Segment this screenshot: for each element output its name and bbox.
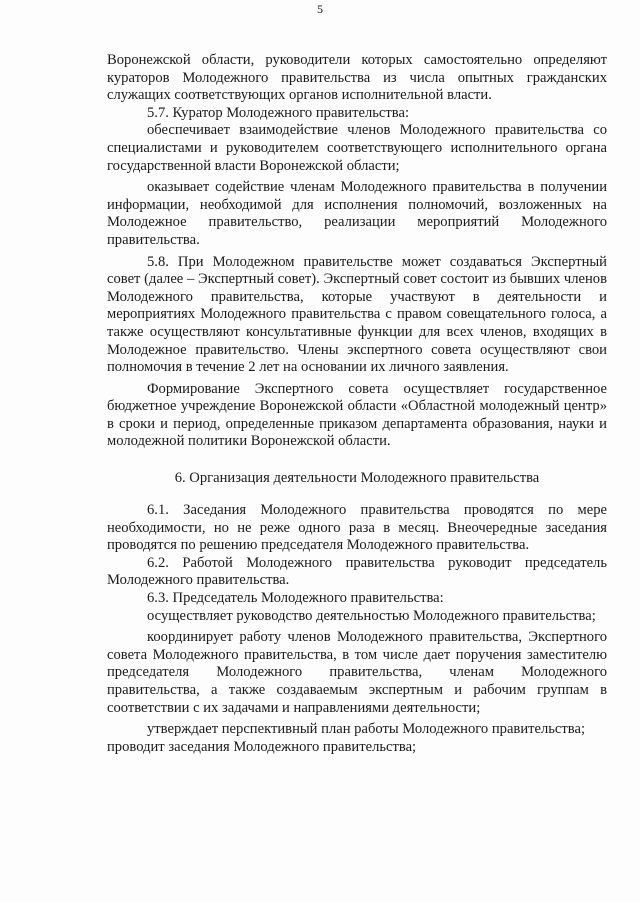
paragraph-6-2-leadership: 6.2. Работой Молодежного правительства руководит председатель Молодежного правительства. <box>107 554 607 589</box>
paragraph-6-3-duty-approves-plan: утверждает перспективный план работы Молодежного правительства; <box>147 721 586 738</box>
paragraph-expert-council-formation: Формирование Экспертного совета осуществляет государственное бюджетное учреждение Воронежской области «Областной молодежный центр» в сроки и период, определенные приказом департамента образования, науки и молодежной политики Воронежской области. <box>107 380 607 450</box>
paragraph-6-3-heading: 6.3. Председатель Молодежного правительства: <box>147 589 444 606</box>
paragraph-5-7-duty-assistance: оказывает содействие членам Молодежного правительства в получении информации, необходимой для исполнения полномочий, возложенных на Молодежное правительство, реализации мероприятий Молодежного правительства. <box>107 179 607 248</box>
paragraph-6-1-meetings: 6.1. Заседания Молодежного правительства проводятся по мере необходимости, но не реже одного раза в месяц. Внеочередные заседания проводятся по решению председателя Молодежного правительства. <box>107 502 607 554</box>
paragraph-6-3-duty-holds-meetings: проводит заседания Молодежного правительства; <box>107 738 417 755</box>
paragraph-5-7-heading: 5.7. Куратор Молодежного правительства: <box>147 104 409 121</box>
section-5-continuation <box>107 52 607 451</box>
paragraph-6-3-duty-manages: осуществляет руководство деятельностью Молодежного правительства; <box>147 607 596 624</box>
section-6-body <box>107 502 607 756</box>
paragraph-intro-continued: Воронежской области, руководители которых самостоятельно определяют кураторов Молодежного правительства из числа опытных гражданских служащих соответствующих органов исполнительной власти. <box>107 52 607 104</box>
page-number: 5 <box>317 2 323 16</box>
paragraph-5-7-duty-interaction: обеспечивает взаимодействие членов Молодежного правительства со специалистами и руководителем соответствующего исполнительного органа государственной власти Воронежской области; <box>107 122 607 174</box>
paragraph-6-3-duty-coordinates: координирует работу членов Молодежного правительства, Экспертного совета Молодежного правительства, в том числе дает поручения заместителю председателя Молодежного правительства, членам Молодежного правительства, а также создаваемым экспертным и рабочим группам в соответствии с их задачами и направлениями деятельности; <box>107 629 607 716</box>
paragraph-5-8-expert-council: 5.8. При Молодежном правительстве может создаваться Экспертный совет (далее – Экспертный совет). Экспертный совет состоит из бывших членов Молодежного правительства, которые участвуют в деятельности и мероприятиях Молодежного правительства с правом совещательного голоса, а также осуществляют консультативные функции для всех членов, входящих в Молодежное правительство. Члены экспертного совета осуществляют свои полномочия в течение 2 лет на основании их личного заявления. <box>107 253 607 376</box>
section-6-heading: 6. Организация деятельности Молодежного правительства <box>174 470 540 486</box>
